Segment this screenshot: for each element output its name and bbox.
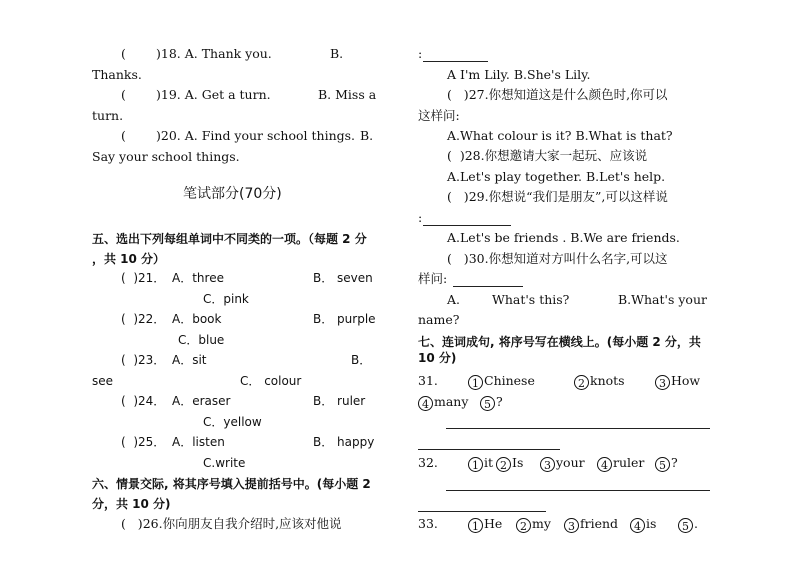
circled-number-icon: 4 bbox=[597, 457, 612, 472]
q28-options: A.Let's play together. B.Let's help. bbox=[447, 169, 666, 184]
q33-word-5 bbox=[678, 516, 698, 533]
q24-option-a: A．eraser bbox=[172, 394, 231, 408]
q31-word-text: Chinese bbox=[484, 373, 535, 388]
q31-word-2 bbox=[574, 373, 625, 390]
circled-number-icon: 1 bbox=[468, 375, 483, 390]
q22-paren[interactable]: ( bbox=[121, 312, 126, 326]
q28-num: 28 bbox=[464, 148, 481, 163]
q28-paren[interactable]: ( bbox=[447, 148, 452, 163]
q24-option-b: B． ruler bbox=[313, 394, 366, 408]
q21-num: 21 bbox=[138, 271, 154, 285]
q27-num: 27 bbox=[468, 87, 485, 102]
q32-answer-line-2[interactable] bbox=[418, 511, 546, 512]
q26-colon: : bbox=[418, 46, 423, 61]
q27-stem: ( )27.你想知道这是什么颜色时,你可以 bbox=[447, 87, 668, 102]
q23-option-a: A．sit bbox=[172, 353, 207, 367]
section7-heading-text: 七、连词成句, 将序号写在横线上。(每小题 2 分，共 bbox=[418, 335, 701, 349]
q27-paren[interactable]: ( bbox=[447, 87, 452, 102]
q31-answer-line-2[interactable] bbox=[418, 449, 560, 450]
q24-option-c: C．yellow bbox=[203, 415, 262, 429]
circled-number-icon: 2 bbox=[574, 375, 589, 390]
q18-stem: )18. A. Thank you. bbox=[156, 46, 272, 61]
q31-word-text: knots bbox=[590, 373, 625, 388]
q30-text: 你想知道对方叫什么名字,可以这 bbox=[488, 251, 668, 266]
q30-num: 30 bbox=[468, 251, 485, 266]
q30-paren[interactable]: ( bbox=[447, 251, 452, 266]
q22-num: 22 bbox=[138, 312, 154, 326]
circled-number-icon: 2 bbox=[516, 518, 531, 533]
q32-number: 32. bbox=[418, 455, 438, 470]
q18-option-a: A. Thank you. bbox=[184, 46, 272, 61]
q22-option-b: B． purple bbox=[313, 312, 376, 326]
q32-word-text: ? bbox=[671, 455, 678, 470]
circled-number-icon: 5 bbox=[655, 457, 670, 472]
circled-number-icon: 2 bbox=[496, 457, 511, 472]
q33-word-4 bbox=[630, 516, 656, 533]
q24-paren[interactable]: ( bbox=[121, 394, 126, 408]
circled-number-icon: 5 bbox=[480, 396, 495, 411]
q21-option-a: A．three bbox=[172, 271, 224, 285]
q31-number: 31. bbox=[418, 373, 438, 388]
circled-number-icon: 1 bbox=[468, 457, 483, 472]
q32-answer-line-1[interactable] bbox=[446, 490, 710, 491]
q25-option-c: C.write bbox=[203, 456, 246, 470]
q30-option-a-label: A. bbox=[447, 292, 461, 307]
q33-number: 33. bbox=[418, 516, 438, 531]
q32-word-2 bbox=[496, 455, 523, 472]
circled-number-icon: 1 bbox=[468, 518, 483, 533]
circled-number-icon: 3 bbox=[540, 457, 555, 472]
q26-options: A I'm Lily. B.She's Lily. bbox=[447, 67, 591, 82]
q19-stem: )19. A. Get a turn. bbox=[156, 87, 271, 102]
q21-paren[interactable]: ( bbox=[121, 271, 126, 285]
q30-stem: ( )30.你想知道对方叫什么名字,可以这 bbox=[447, 251, 668, 266]
q33-word-text: He bbox=[484, 516, 503, 531]
q18-option-b-cont: Thanks. bbox=[92, 67, 142, 82]
q32-word-5 bbox=[655, 455, 678, 472]
q29-colon: : bbox=[418, 210, 423, 225]
q21-option-b: B． seven bbox=[313, 271, 373, 285]
section5-heading-line1: 五、选出下列每组单词中不同类的一项。（每题 2 分 bbox=[92, 232, 367, 246]
q20-option-b-cont: Say your school things. bbox=[92, 149, 240, 164]
q20-stem: )20. A. Find your school things. bbox=[156, 128, 356, 143]
q26-text: 你向朋友自我介绍时,应该对他说 bbox=[162, 516, 342, 531]
q18-option-b: B. bbox=[330, 46, 344, 61]
q26-answer-line[interactable] bbox=[423, 61, 488, 62]
q33-word-1 bbox=[468, 516, 502, 533]
q27-text: 你想知道这是什么颜色时,你可以 bbox=[488, 87, 668, 102]
q32-word-text: Is bbox=[512, 455, 524, 470]
q33-word-text: my bbox=[532, 516, 551, 531]
circled-number-icon: 3 bbox=[655, 375, 670, 390]
q31-word-text: ? bbox=[496, 394, 503, 409]
q32-word-1 bbox=[468, 455, 493, 472]
q25-option-a: A．listen bbox=[172, 435, 225, 449]
circled-number-icon: 3 bbox=[564, 518, 579, 533]
q20-paren[interactable]: ( bbox=[121, 128, 126, 143]
q32-word-text: ruler bbox=[613, 455, 645, 470]
q20-option-b: B. bbox=[360, 128, 374, 143]
q23-option-c: C． colour bbox=[240, 374, 302, 388]
q26-paren[interactable]: ( bbox=[121, 516, 126, 531]
section7-heading-text2: 10 分) bbox=[418, 351, 457, 365]
q31-word-5 bbox=[480, 394, 503, 411]
q26-num: 26 bbox=[142, 516, 159, 531]
q31-word-text: How bbox=[671, 373, 701, 388]
q20-option-a: A. Find your school things. bbox=[184, 128, 356, 143]
section5-heading-line2: ，共 10 分） bbox=[92, 252, 166, 266]
q33-word-text: . bbox=[694, 516, 698, 531]
q31-word-4 bbox=[418, 394, 468, 411]
q32-word-text: it bbox=[484, 455, 494, 470]
circled-number-icon: 4 bbox=[418, 396, 433, 411]
q23-paren[interactable]: ( bbox=[121, 353, 126, 367]
q21-option-c: C．pink bbox=[203, 292, 249, 306]
q26-stem: ( )26.你向朋友自我介绍时,应该对他说 bbox=[121, 516, 342, 531]
q33-word-text: is bbox=[646, 516, 657, 531]
q23-stem: ( )23． bbox=[121, 353, 166, 367]
q19-option-b-cont: turn. bbox=[92, 108, 124, 123]
q30-text2: 样问: bbox=[418, 271, 448, 286]
section6-heading-line2: 分，共 10 分) bbox=[92, 497, 171, 511]
q20-num: 20 bbox=[160, 128, 177, 143]
q31-word-1 bbox=[468, 373, 535, 390]
q22-option-a: A．book bbox=[172, 312, 222, 326]
q18-num: 18 bbox=[160, 46, 177, 61]
q33-word-3 bbox=[564, 516, 618, 533]
q22-option-c: C．blue bbox=[178, 333, 225, 347]
q25-num: 25 bbox=[138, 435, 154, 449]
q24-stem: ( )24． bbox=[121, 394, 166, 408]
q27-options: A.What colour is it? B.What is that? bbox=[447, 128, 673, 143]
q29-answer-line[interactable] bbox=[423, 225, 511, 226]
q32-word-3 bbox=[540, 455, 585, 472]
q23-option-b: B． bbox=[351, 353, 372, 367]
q31-answer-line-1[interactable] bbox=[446, 428, 710, 429]
q30-answer-line[interactable] bbox=[453, 286, 523, 287]
q19-num: 19 bbox=[160, 87, 177, 102]
q33-word-text: friend bbox=[580, 516, 619, 531]
q30-option-a: What's this? bbox=[492, 292, 570, 307]
q21-stem: ( )21． bbox=[121, 271, 166, 285]
q19-option-a: A. Get a turn. bbox=[184, 87, 271, 102]
circled-number-icon: 5 bbox=[678, 518, 693, 533]
q28-stem: ( )28.你想邀请大家一起玩、应该说 bbox=[447, 148, 648, 163]
q22-stem: ( )22． bbox=[121, 312, 166, 326]
q29-paren[interactable]: ( bbox=[447, 189, 452, 204]
q29-text: 你想说“我们是朋友”,可以这样说 bbox=[488, 189, 668, 204]
q31-word-text: many bbox=[434, 394, 469, 409]
section6-heading-line1: 六、情景交际, 将其序号填入提前括号中。(每小题 2 bbox=[92, 477, 371, 491]
q32-word-4 bbox=[597, 455, 644, 472]
q32-word-text: your bbox=[556, 455, 585, 470]
q31-word-3 bbox=[655, 373, 700, 390]
q19-paren[interactable]: ( bbox=[121, 87, 126, 102]
q19-option-b: B. Miss a bbox=[318, 87, 377, 102]
q30-option-b-cont: name? bbox=[418, 312, 460, 327]
q33-word-2 bbox=[516, 516, 551, 533]
q25-paren[interactable]: ( bbox=[121, 435, 126, 449]
q29-options: A.Let's be friends . B.We are friends. bbox=[447, 230, 680, 245]
q18-paren[interactable]: ( bbox=[121, 46, 126, 61]
q29-stem: ( )29.你想说“我们是朋友”,可以这样说 bbox=[447, 189, 668, 204]
q24-num: 24 bbox=[138, 394, 154, 408]
q25-option-b: B． happy bbox=[313, 435, 375, 449]
q25-stem: ( )25． bbox=[121, 435, 166, 449]
q28-text: 你想邀请大家一起玩、应该说 bbox=[484, 148, 648, 163]
q23-option-b-cont: see bbox=[92, 374, 114, 388]
section7-heading bbox=[418, 334, 701, 366]
circled-number-icon: 4 bbox=[630, 518, 645, 533]
written-part-title: 笔试部分(70分) bbox=[183, 186, 282, 202]
q27-text2: 这样问: bbox=[418, 108, 460, 123]
q23-num: 23 bbox=[138, 353, 154, 367]
q29-num: 29 bbox=[468, 189, 485, 204]
q30-option-b: B.What's your bbox=[618, 292, 707, 307]
